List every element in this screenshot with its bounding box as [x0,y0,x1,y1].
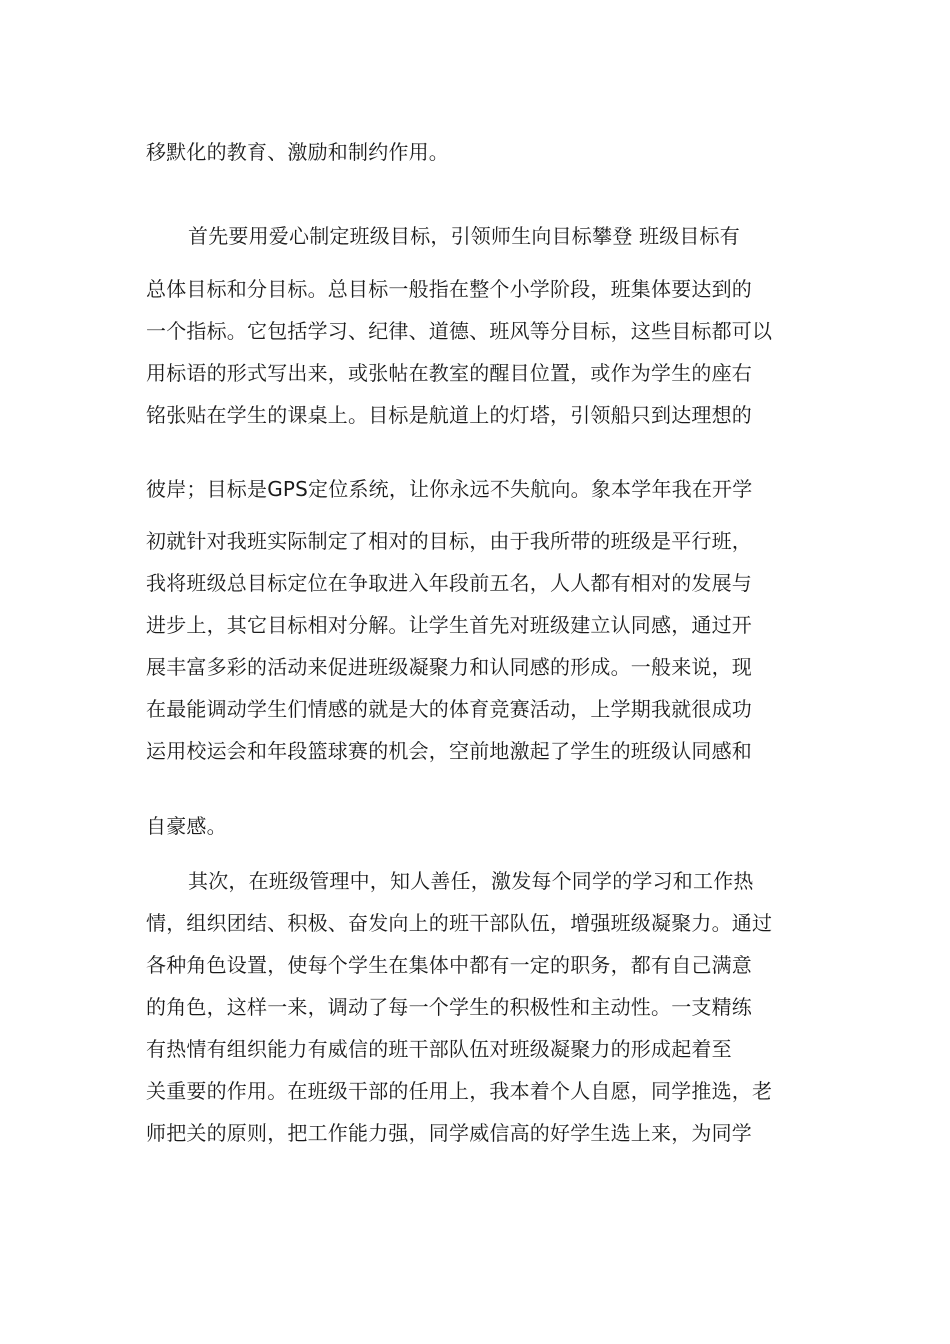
text-line: 彼岸；目标是GPS定位系统，让你永远不失航向。象本学年我在开学 [146,477,753,501]
text-line: 进步上，其它目标相对分解。让学生首先对班级建立认同感，通过开 [146,613,752,637]
text-line: 展丰富多彩的活动来促进班级凝聚力和认同感的形成。一般来说，现 [146,655,752,679]
text-line: 移默化的教育、激励和制约作用。 [146,140,449,164]
paragraph-first-line: 其次，在班级管理中，知人善任，激发每个同学的学习和工作热 [188,869,754,893]
text-line: 师把关的原则，把工作能力强，同学威信高的好学生选上来，为同学 [146,1121,752,1145]
text-line: 初就针对我班实际制定了相对的目标，由于我所带的班级是平行班， [146,529,752,553]
paragraph-first-line: 首先要用爱心制定班级目标，引领师生向目标攀登 班级目标有 [188,224,740,248]
text-line: 关重要的作用。在班级干部的任用上，我本着个人自愿，同学推选，老 [146,1079,773,1103]
text-line: 在最能调动学生们情感的就是大的体育竞赛活动，上学期我就很成功 [146,697,752,721]
text-line: 的角色，这样一来，调动了每一个学生的积极性和主动性。一支精练 [146,995,752,1019]
text-line: 一个指标。它包括学习、纪律、道德、班风等分目标，这些目标都可以 [146,319,773,343]
text-line: 自豪感。 [146,814,227,838]
text-line: 各种角色设置，使每个学生在集体中都有一定的职务，都有自己满意 [146,953,752,977]
text-line: 我将班级总目标定位在争取进入年段前五名，人人都有相对的发展与 [146,571,752,595]
text-line: 用标语的形式写出来，或张帖在教室的醒目位置，或作为学生的座右 [146,361,752,385]
text-line: 总体目标和分目标。总目标一般指在整个小学阶段，班集体要达到的 [146,277,752,301]
text-line: 情，组织团结、积极、奋发向上的班干部队伍，增强班级凝聚力。通过 [146,911,773,935]
text-line: 运用校运会和年段篮球赛的机会，空前地激起了学生的班级认同感和 [146,739,752,763]
text-line: 有热情有组织能力有威信的班干部队伍对班级凝聚力的形成起着至 [146,1037,732,1061]
text-line: 铭张贴在学生的课桌上。目标是航道上的灯塔，引领船只到达理想的 [146,403,752,427]
